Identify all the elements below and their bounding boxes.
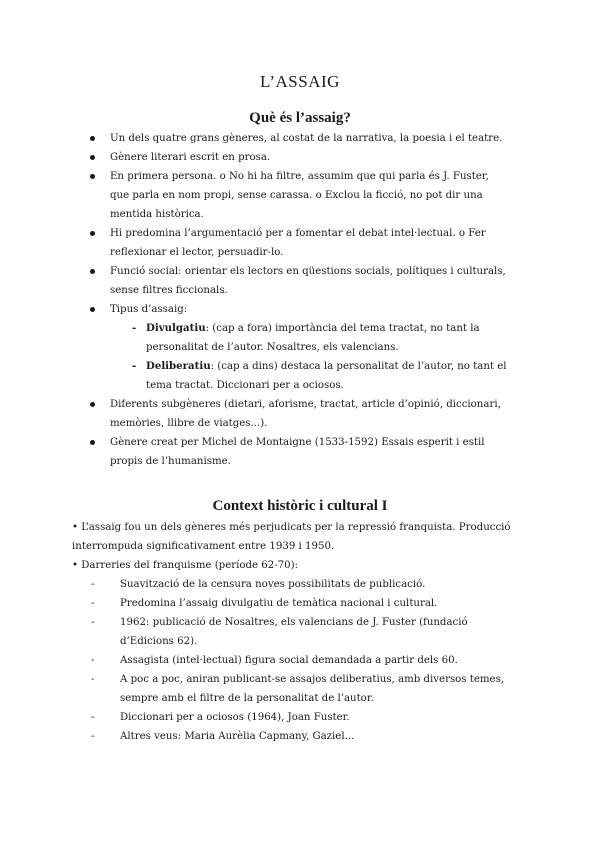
dash-marker: - bbox=[132, 360, 137, 372]
historical-context-block bbox=[0, 518, 600, 746]
section-heading-historical-context: Context històric i cultural I bbox=[212, 498, 388, 514]
section-heading-what-is-essay: Què és l’assaig? bbox=[249, 110, 351, 126]
list-item: Funció social: orientar els lectors en qüestions socials, polítiques i culturals, sense filtres ficcionals. bbox=[0, 262, 600, 300]
list-item: - Suavització de la censura noves possibilitats de publicació. bbox=[0, 575, 600, 594]
dash-marker: - bbox=[91, 579, 95, 590]
list-item: Diferents subgèneres (dietari, aforisme, tractat, article d’opinió, diccionari, memòries, llibre de viatges...). bbox=[0, 395, 600, 433]
bullet-icon bbox=[90, 269, 95, 274]
list-item: Gènere creat per Michel de Montaigne (1533-1592) Essais esperit i estil propis de l’humanisme. bbox=[0, 433, 600, 471]
dash-marker: - bbox=[91, 655, 95, 666]
document-title: L’ASSAIG bbox=[260, 72, 340, 91]
list-item: - 1962: publicació de Nosaltres, els valencians de J. Fuster (fundació d’Edicions 62). bbox=[0, 613, 600, 651]
dash-marker: - bbox=[132, 322, 137, 334]
term-divulgatiu: Divulgatiu bbox=[146, 322, 206, 334]
sub-list-item-deliberatiu: - Deliberatiu: (cap a dins) destaca la personalitat de l’autor, no tant el tema tractat. Diccionari per a ociosos. bbox=[0, 357, 600, 395]
list-item: - Diccionari per a ociosos (1964), Joan Fuster. bbox=[0, 708, 600, 727]
essay-definition-list bbox=[0, 129, 600, 471]
bullet-icon bbox=[90, 174, 95, 179]
sub-list-item-divulgatiu: - Divulgatiu: (cap a fora) importància del tema tractat, no tant la personalitat de l’autor. Nosaltres, els valencians. bbox=[0, 319, 600, 357]
dash-marker: - bbox=[91, 712, 95, 723]
bullet-icon bbox=[90, 307, 95, 312]
dash-marker: - bbox=[91, 731, 95, 742]
bullet-icon bbox=[90, 155, 95, 160]
list-item: En primera persona. o No hi ha filtre, assumim que qui parla és J. Fuster, que parla en nom propi, sense carassa. o Exclou la ficció, no pot dir una mentida històrica. bbox=[0, 167, 600, 224]
dash-marker: - bbox=[91, 617, 95, 628]
bullet-icon bbox=[90, 440, 95, 445]
list-item: - A poc a poc, aniran publicant-se assajos deliberatius, amb diversos temes, sempre amb el filtre de la personalitat de l’autor. bbox=[0, 670, 600, 708]
context-paragraph: • Darreries del franquisme (període 62-70): bbox=[72, 560, 299, 571]
context-paragraph: • L’assaig fou un dels gèneres més perjudicats per la repressió franquista. Producció interrompuda significativament entre 1939 i 1950. bbox=[72, 522, 511, 552]
term-deliberatiu: Deliberatiu bbox=[146, 360, 211, 372]
list-item: Un dels quatre grans gèneres, al costat de la narrativa, la poesia i el teatre. bbox=[0, 129, 600, 148]
list-item: Gènere literari escrit en prosa. bbox=[0, 148, 600, 167]
bullet-icon bbox=[90, 402, 95, 407]
dash-marker: - bbox=[91, 598, 95, 609]
list-item: - Altres veus: Maria Aurèlia Capmany, Gaziel... bbox=[0, 727, 600, 746]
bullet-icon bbox=[90, 231, 95, 236]
list-item: - Predomina l’assaig divulgatiu de temàtica nacional i cultural. bbox=[0, 594, 600, 613]
bullet-icon bbox=[90, 136, 95, 141]
list-item: Hi predomina l’argumentació per a fomentar el debat intel·lectual. o Fer reflexionar el lector, persuadir-lo. bbox=[0, 224, 600, 262]
list-item: - Assagista (intel·lectual) figura social demandada a partir dels 60. bbox=[0, 651, 600, 670]
dash-marker: - bbox=[91, 674, 95, 685]
list-item: Tipus d’assaig: bbox=[0, 300, 600, 319]
